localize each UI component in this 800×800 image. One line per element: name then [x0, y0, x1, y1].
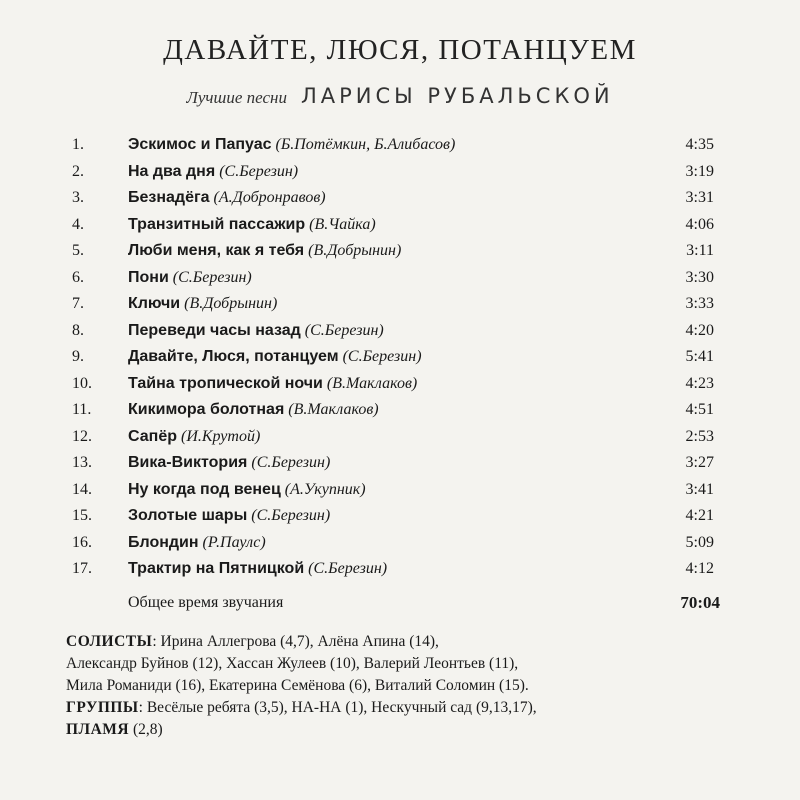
soloists-line: [66, 675, 766, 697]
track-duration: 5:09: [685, 533, 714, 551]
track-number: 15.: [72, 507, 92, 524]
track-number: 13.: [72, 454, 92, 471]
track-list: [72, 132, 722, 583]
track-composer: (Б.Потёмкин, Б.Алибасов): [275, 136, 456, 153]
track-title: Ну когда под венец: [128, 480, 281, 498]
groups-text: : Весёлые ребята (3,5), НА-НА (1), Нескучный сад (9,13,17),: [138, 699, 537, 716]
soloists-text: : Ирина Аллегрова (4,7), Алёна Апина (14),: [152, 633, 439, 650]
track-number: 5.: [72, 242, 84, 259]
groups-caps-text: ПЛАМЯ: [66, 721, 130, 738]
track-row: [72, 265, 722, 292]
track-composer: (С.Березин): [219, 162, 299, 180]
track-duration: 4:23: [685, 374, 714, 392]
soloists-label: СОЛИСТЫ: [66, 633, 153, 650]
track-composer: (В.Маклаков): [288, 401, 379, 418]
track-number: 17.: [72, 560, 92, 577]
track-number: 6.: [72, 268, 84, 286]
track-number: 2.: [72, 162, 84, 180]
groups-text: (2,8): [129, 721, 163, 738]
track-row: [72, 132, 722, 159]
track-row: [72, 503, 722, 530]
subtitle-name: ЛАРИСЫ РУБАЛЬСКОЙ: [300, 84, 614, 108]
track-duration: 4:21: [685, 507, 714, 524]
track-composer: (С.Березин): [172, 268, 252, 286]
track-title: Кикимора болотная: [128, 401, 285, 418]
track-title: Золотые шары: [128, 507, 248, 524]
track-composer: (В.Добрынин): [184, 295, 278, 312]
track-number: 9.: [72, 348, 84, 365]
track-number: 12.: [72, 427, 92, 445]
track-row: [72, 450, 722, 477]
track-row: [72, 159, 722, 186]
track-row: [72, 477, 722, 504]
track-title: Тайна тропической ночи: [128, 374, 323, 392]
groups-line: [66, 719, 766, 741]
credits-block: [66, 631, 766, 741]
track-composer: (С.Березин): [251, 507, 331, 524]
track-duration: 3:11: [686, 242, 714, 259]
track-title: Эскимос и Папуас: [128, 136, 272, 153]
track-row: [72, 371, 722, 398]
track-row: [72, 530, 722, 557]
track-composer: (А.Добронравов): [213, 189, 326, 206]
subtitle-script: Лучшие песни: [186, 88, 287, 107]
track-row: [72, 238, 722, 265]
track-title: Переведи часы назад: [128, 321, 301, 339]
track-number: 11.: [72, 401, 92, 418]
track-duration: 4:35: [685, 136, 714, 153]
track-composer: (В.Маклаков): [326, 374, 418, 392]
track-row: [72, 344, 722, 371]
track-duration: 2:53: [685, 427, 714, 445]
track-title: Люби меня, как я тебя: [128, 242, 305, 259]
track-composer: (С.Березин): [342, 348, 422, 365]
total-time-row: [72, 590, 722, 616]
track-duration: 5:41: [685, 348, 714, 365]
album-subtitle: [0, 84, 800, 108]
track-number: 10.: [72, 374, 92, 392]
track-duration: 3:19: [685, 162, 714, 180]
track-composer: (С.Березин): [308, 560, 388, 577]
soloists-line: [66, 653, 766, 675]
soloists-text: Александр Буйнов (12), Хассан Жулеев (10), Валерий Леонтьев (11),: [66, 655, 519, 672]
track-row: [72, 424, 722, 451]
groups-line: [66, 697, 766, 719]
track-duration: 3:30: [685, 268, 714, 286]
track-duration: 4:12: [685, 560, 714, 577]
track-title: На два дня: [128, 162, 216, 180]
track-title: Сапёр: [128, 427, 177, 445]
track-row: [72, 397, 722, 424]
track-composer: (Р.Паулс): [202, 533, 266, 551]
track-title: Вика-Виктория: [128, 454, 248, 471]
track-number: 16.: [72, 533, 92, 551]
track-composer: (С.Березин): [251, 454, 331, 471]
track-duration: 3:33: [685, 295, 714, 312]
track-composer: (И.Крутой): [180, 427, 261, 445]
track-duration: 3:31: [685, 189, 714, 206]
track-row: [72, 185, 722, 212]
track-number: 3.: [72, 189, 84, 206]
track-row: [72, 212, 722, 239]
track-title: Давайте, Люся, потанцуем: [128, 348, 339, 365]
track-row: [72, 291, 722, 318]
soloists-line: [66, 631, 766, 653]
track-title: Пони: [128, 268, 169, 286]
track-row: [72, 556, 722, 583]
track-title: Транзитный пассажир: [128, 215, 306, 233]
track-number: 1.: [72, 136, 84, 153]
track-number: 8.: [72, 321, 84, 339]
total-time-label: Общее время звучания: [128, 594, 284, 611]
track-duration: 3:27: [685, 454, 714, 471]
track-duration: 4:06: [685, 215, 714, 233]
track-title: Трактир на Пятницкой: [128, 560, 305, 577]
track-number: 14.: [72, 480, 92, 498]
track-title: Ключи: [128, 295, 181, 312]
total-time-value: 70:04: [680, 593, 720, 612]
track-duration: 4:51: [685, 401, 714, 418]
track-number: 7.: [72, 295, 84, 312]
groups-label: ГРУППЫ: [66, 699, 139, 716]
track-composer: (А.Укупник): [284, 480, 366, 498]
track-title: Блондин: [128, 533, 199, 551]
track-duration: 4:20: [685, 321, 714, 339]
track-composer: (В.Чайка): [309, 215, 376, 233]
soloists-text: Мила Романиди (16), Екатерина Семёнова (6), Виталий Соломин (15).: [66, 677, 529, 694]
track-row: [72, 318, 722, 345]
track-title: Безнадёга: [128, 189, 210, 206]
track-number: 4.: [72, 215, 84, 233]
album-title: ДАВАЙТЕ, ЛЮСЯ, ПОТАНЦУЕМ: [163, 34, 637, 66]
track-duration: 3:41: [685, 480, 714, 498]
track-composer: (С.Березин): [304, 321, 384, 339]
track-composer: (В.Добрынин): [308, 242, 402, 259]
